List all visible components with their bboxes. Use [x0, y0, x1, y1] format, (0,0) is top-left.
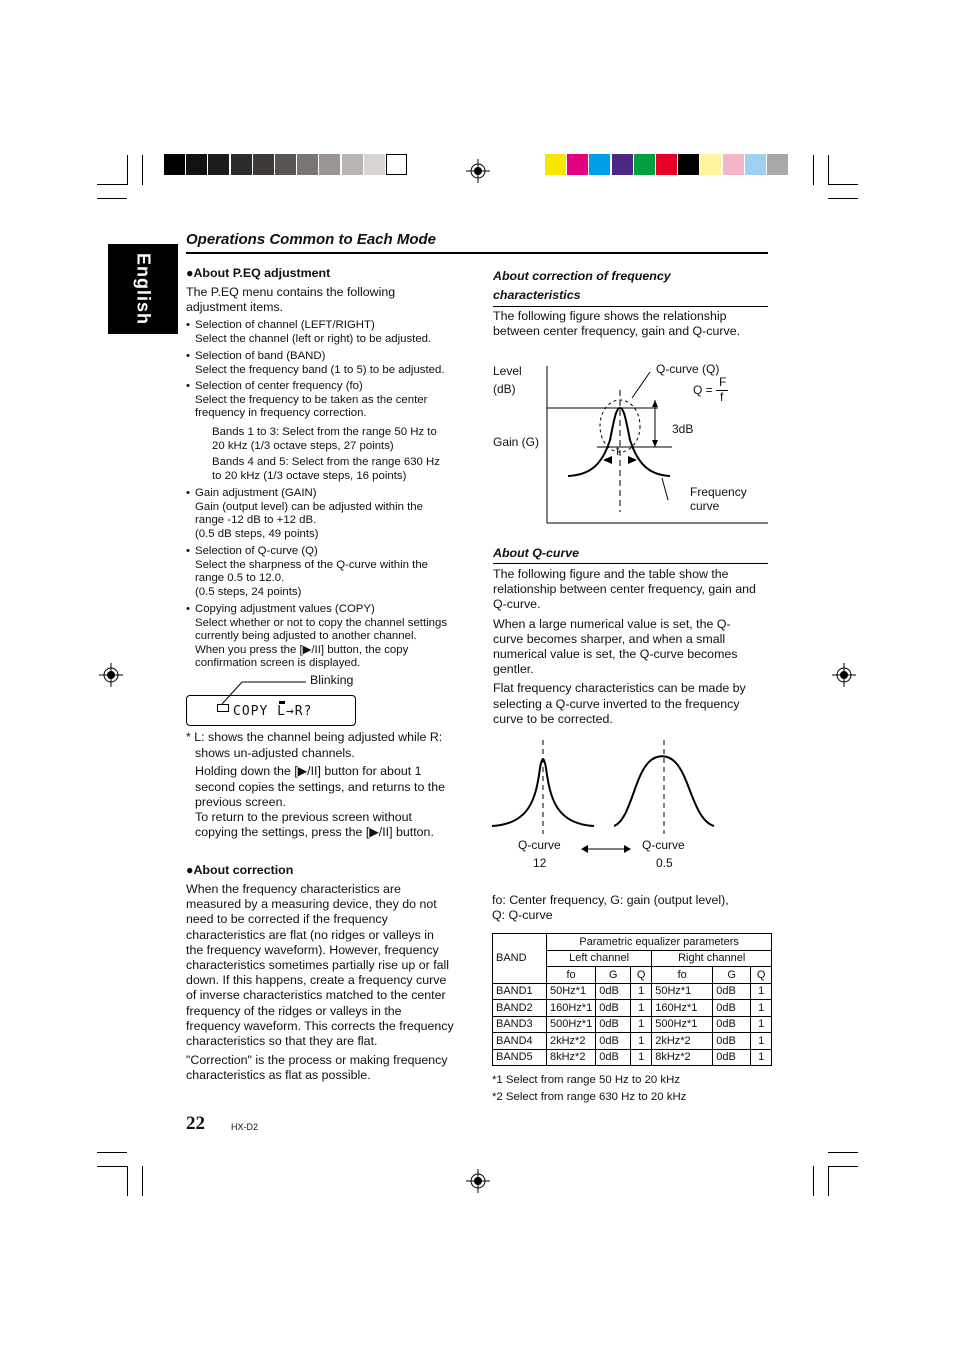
gray-swatch	[164, 154, 185, 175]
sub-header-cell: G	[713, 967, 751, 984]
table-cell: 2kHz*2	[547, 1033, 596, 1050]
fig-freq-curve-label: Frequency curve	[690, 485, 747, 513]
fig-3db-label: 3dB	[672, 422, 694, 436]
table-cell: 0dB	[596, 1000, 631, 1017]
peq-item	[186, 350, 466, 377]
bullet-icon: •	[186, 380, 190, 392]
gray-swatch	[386, 154, 407, 175]
copy-note-line: * L: shows the channel being adjusted while R:	[186, 730, 443, 744]
qcurve-line: curve becomes sharper, and when a small	[493, 631, 726, 646]
title-rule	[186, 252, 768, 254]
sub-header-cell: Q	[751, 967, 772, 984]
qcurve-12-label: Q-curve	[518, 838, 561, 852]
peq-item-title-text: Selection of band (BAND)	[195, 350, 326, 362]
table-cell: 0dB	[713, 983, 751, 1000]
peq-table	[492, 933, 772, 1066]
gray-swatch	[364, 154, 385, 175]
blinking-label: Blinking	[310, 673, 354, 687]
qcurve-line: The following figure and the table show the	[493, 567, 729, 581]
table-cell: 1	[631, 1000, 652, 1017]
bands-note-1: Bands 1 to 3: Select from the range 50 Hz to 20 kHz (1/3 octave steps, 27 points)	[212, 426, 437, 452]
copy-note-line: second copies the settings, and returns to the	[195, 780, 446, 794]
peq-item	[186, 545, 466, 599]
gray-swatch	[297, 154, 318, 175]
correction-heading: ●About correction	[186, 863, 294, 877]
correction-line: characteristics sometimes partially rise up or fall	[186, 958, 450, 972]
registration-mark-icon	[99, 663, 123, 687]
peq-item	[186, 603, 466, 671]
table-cell: 0dB	[713, 1000, 751, 1017]
gray-swatch	[319, 154, 340, 175]
correction-line: frequency of the ridges or valleys in the	[186, 1003, 402, 1018]
qcurve-heading-rule	[493, 563, 768, 564]
fig-q-numerator: F	[719, 375, 727, 389]
copy-note-line: copying the settings, press the [▶/II] button.	[195, 825, 434, 839]
gray-swatch	[342, 154, 363, 175]
peq-item-title	[186, 319, 466, 333]
legend-text: fo: Center frequency, G: gain (output level), Q: Q-curve	[492, 893, 729, 923]
peq-item-line: Select the frequency to be taken as the center	[195, 393, 428, 406]
peq-item-title	[186, 487, 466, 501]
fig-gain-label: Gain (G)	[493, 435, 540, 449]
qcurve-line: curve to be corrected.	[493, 711, 613, 726]
table-cell: 160Hz*1	[547, 1000, 596, 1017]
correction-line: frequency waveform. This corrects the frequency	[186, 1018, 454, 1033]
registration-mark-icon	[832, 663, 856, 687]
peq-item-line: Select the sharpness of the Q-curve within the	[195, 558, 428, 571]
peq-item-line: range -12 dB to +12 dB.	[195, 514, 317, 527]
correction-line: of inverse characteristics matched to the center	[186, 988, 446, 1003]
table-row	[493, 1033, 772, 1050]
freq-text: The following figure shows the relationship between center frequency, gain and Q-curve.	[493, 309, 741, 339]
peq-item-line: frequency in frequency correction.	[195, 407, 367, 420]
correction-line: down. If this happens, create a frequency curve	[186, 973, 447, 988]
correction-line: need to be corrected if the frequency	[186, 912, 388, 927]
table-cell: BAND5	[493, 1049, 547, 1066]
bullet-icon: •	[186, 545, 190, 557]
lcd-indicator-icon	[217, 704, 229, 712]
left-channel-header: Left channel	[547, 950, 652, 967]
fig-qcurve-label: Q-curve (Q)	[656, 362, 720, 376]
peq-item	[186, 380, 466, 421]
peq-item-line: Select the frequency band (1 to 5) to be adjusted.	[195, 363, 445, 376]
peq-item-title-text: Selection of center frequency (fo)	[195, 380, 363, 392]
freq-heading-rule	[493, 306, 768, 307]
qcurve-line: Flat frequency characteristics can be made by	[493, 681, 746, 696]
table-cell: 50Hz*1	[547, 983, 596, 1000]
qcurve-line: Q-curve.	[493, 597, 541, 612]
page-number: 22	[186, 1113, 205, 1134]
qcurve-line: When a large numerical value is set, the Q-	[493, 616, 731, 631]
peq-item	[186, 319, 466, 346]
language-tab-label: English	[133, 252, 154, 325]
band-header: BAND	[493, 934, 547, 984]
sub-header-cell: fo	[652, 967, 713, 984]
table-cell: 1	[631, 1049, 652, 1066]
table-cell: 0dB	[596, 1049, 631, 1066]
freq-heading-line-1: About correction of frequency	[493, 269, 671, 283]
qcurve-line: gentler.	[493, 662, 534, 677]
copy-note-line: To return to the previous screen without	[195, 810, 412, 824]
table-cell: 1	[751, 983, 772, 1000]
table-cell: 1	[631, 983, 652, 1000]
qcurve-line: selecting a Q-curve inverted to the frequency	[493, 696, 740, 711]
table-cell: 8kHz*2	[547, 1049, 596, 1066]
fig-db-label: (dB)	[493, 382, 516, 396]
footnote-1: *1 Select from range 50 Hz to 20 kHz	[492, 1074, 681, 1086]
peq-item-line: (0.5 steps, 24 points)	[195, 585, 302, 598]
peq-item-line: confirmation screen is displayed.	[195, 657, 361, 670]
table-row	[493, 983, 772, 1000]
bands-note-2: Bands 4 and 5: Select from the range 630 Hz to 20 kHz (1/3 octave steps, 16 points)	[212, 456, 440, 482]
table-cell: 0dB	[596, 1016, 631, 1033]
peq-item-title	[186, 545, 466, 559]
table-cell: 0dB	[713, 1049, 751, 1066]
correction-line: measured by a measuring device, they do not	[186, 897, 437, 912]
sub-header-cell: G	[596, 967, 631, 984]
qcurve-12-value: 12	[533, 856, 547, 870]
correction-line: characteristics so that they are flat.	[186, 1034, 378, 1048]
table-cell: 0dB	[713, 1016, 751, 1033]
peq-item-line: When you press the [▶/II] button, the copy	[195, 643, 409, 656]
table-row	[493, 1049, 772, 1066]
peq-item-line: Select whether or not to copy the channel settings	[195, 616, 448, 629]
sub-header-cell: Q	[631, 967, 652, 984]
color-swatch	[723, 154, 744, 175]
peq-item-line: (0.5 dB steps, 49 points)	[195, 527, 319, 540]
color-swatch	[745, 154, 766, 175]
copy-note-line: Holding down the [▶/II] button for about 1	[195, 764, 422, 778]
table-cell: 1	[631, 1016, 652, 1033]
gray-swatch	[186, 154, 207, 175]
peq-item-title-text: Selection of Q-curve (Q)	[195, 545, 318, 557]
bullet-icon: •	[186, 603, 190, 615]
sub-header-cell: fo	[547, 967, 596, 984]
gray-swatch	[253, 154, 274, 175]
table-cell: 160Hz*1	[652, 1000, 713, 1017]
bullet-icon: •	[186, 319, 190, 331]
table-cell: BAND3	[493, 1016, 547, 1033]
table-cell: BAND1	[493, 983, 547, 1000]
bullet-icon: •	[186, 487, 190, 499]
freq-heading-line-2: characteristics	[493, 288, 581, 302]
peq-item-title-text: Gain adjustment (GAIN)	[195, 487, 317, 499]
fig-level-label: Level	[493, 364, 522, 378]
right-channel-header: Right channel	[652, 950, 772, 967]
fig-q-equation: Q =	[693, 383, 713, 397]
fig-f-label: f	[616, 444, 620, 458]
qcurve-05-label: Q-curve	[642, 838, 685, 852]
copy-note-line: previous screen.	[195, 795, 286, 809]
table-cell: 8kHz*2	[652, 1049, 713, 1066]
table-cell: BAND4	[493, 1033, 547, 1050]
table-row	[493, 1016, 772, 1033]
color-swatch	[567, 154, 588, 175]
peq-item-title-text: Copying adjustment values (COPY)	[195, 603, 375, 615]
peq-item-title	[186, 380, 466, 394]
fig-q-denominator: f	[720, 390, 724, 404]
group-header: Parametric equalizer parameters	[547, 934, 772, 951]
peq-item-line: range 0.5 to 12.0.	[195, 572, 285, 585]
lcd-text: COPY L→R?	[233, 704, 313, 719]
color-swatch	[612, 154, 633, 175]
table-cell: 0dB	[713, 1033, 751, 1050]
qcurve-compare-figure	[490, 738, 720, 838]
correction-line: "Correction" is the process or making frequency	[186, 1053, 448, 1068]
table-cell: BAND2	[493, 1000, 547, 1017]
gray-swatch	[275, 154, 296, 175]
lcd-display	[186, 695, 356, 726]
table-row	[493, 1000, 772, 1017]
peq-heading: ●About P.EQ adjustment	[186, 266, 331, 280]
copy-note-line: shows un-adjusted channels.	[195, 746, 355, 760]
registration-mark-icon	[466, 1169, 490, 1193]
model-name: HX-D2	[231, 1122, 259, 1132]
peq-item	[186, 487, 466, 541]
bullet-icon: •	[186, 350, 190, 362]
qcurve-05-value: 0.5	[656, 856, 673, 870]
section-title: Operations Common to Each Mode	[186, 231, 437, 248]
color-swatch	[700, 154, 721, 175]
table-cell: 500Hz*1	[652, 1016, 713, 1033]
table-cell: 1	[751, 1049, 772, 1066]
registration-mark-icon	[466, 159, 490, 183]
color-swatch	[634, 154, 655, 175]
correction-line: characteristics as flat as possible.	[186, 1068, 371, 1083]
peq-item-line: Select the channel (left or right) to be adjusted.	[195, 332, 432, 345]
table-cell: 0dB	[596, 983, 631, 1000]
table-cell: 50Hz*1	[652, 983, 713, 1000]
color-swatch	[589, 154, 610, 175]
double-arrow-icon	[580, 843, 632, 855]
color-swatch	[767, 154, 788, 175]
table-cell: 500Hz*1	[547, 1016, 596, 1033]
peq-item-title-text: Selection of channel (LEFT/RIGHT)	[195, 319, 375, 331]
peq-intro: The P.EQ menu contains the following adjustment items.	[186, 285, 396, 315]
peq-item-line: Gain (output level) can be adjusted within the	[195, 500, 423, 513]
peq-item-title	[186, 603, 466, 617]
gray-swatch	[231, 154, 252, 175]
table-cell: 1	[751, 1000, 772, 1017]
table-cell: 1	[751, 1016, 772, 1033]
qcurve-heading: About Q-curve	[493, 546, 580, 560]
footnote-2: *2 Select from range 630 Hz to 20 kHz	[492, 1091, 687, 1103]
color-swatch	[656, 154, 677, 175]
qcurve-line: relationship between center frequency, gain and	[493, 582, 756, 597]
table-cell: 2kHz*2	[652, 1033, 713, 1050]
peq-item-line: currently being adjusted to another channel.	[195, 630, 417, 643]
table-cell: 1	[631, 1033, 652, 1050]
table-cell: 0dB	[596, 1033, 631, 1050]
gray-swatch	[208, 154, 229, 175]
correction-line: When the frequency characteristics are	[186, 882, 401, 896]
table-cell: 1	[751, 1033, 772, 1050]
correction-line: the frequency waveform). However, frequency	[186, 942, 439, 957]
language-tab	[108, 244, 178, 334]
peq-item-title	[186, 350, 466, 364]
correction-line: characteristics are flat (no ridges or valleys in	[186, 927, 434, 942]
qcurve-line: numerical value is set, the Q-curve becomes	[493, 647, 738, 661]
color-swatch	[545, 154, 566, 175]
color-swatch	[678, 154, 699, 175]
